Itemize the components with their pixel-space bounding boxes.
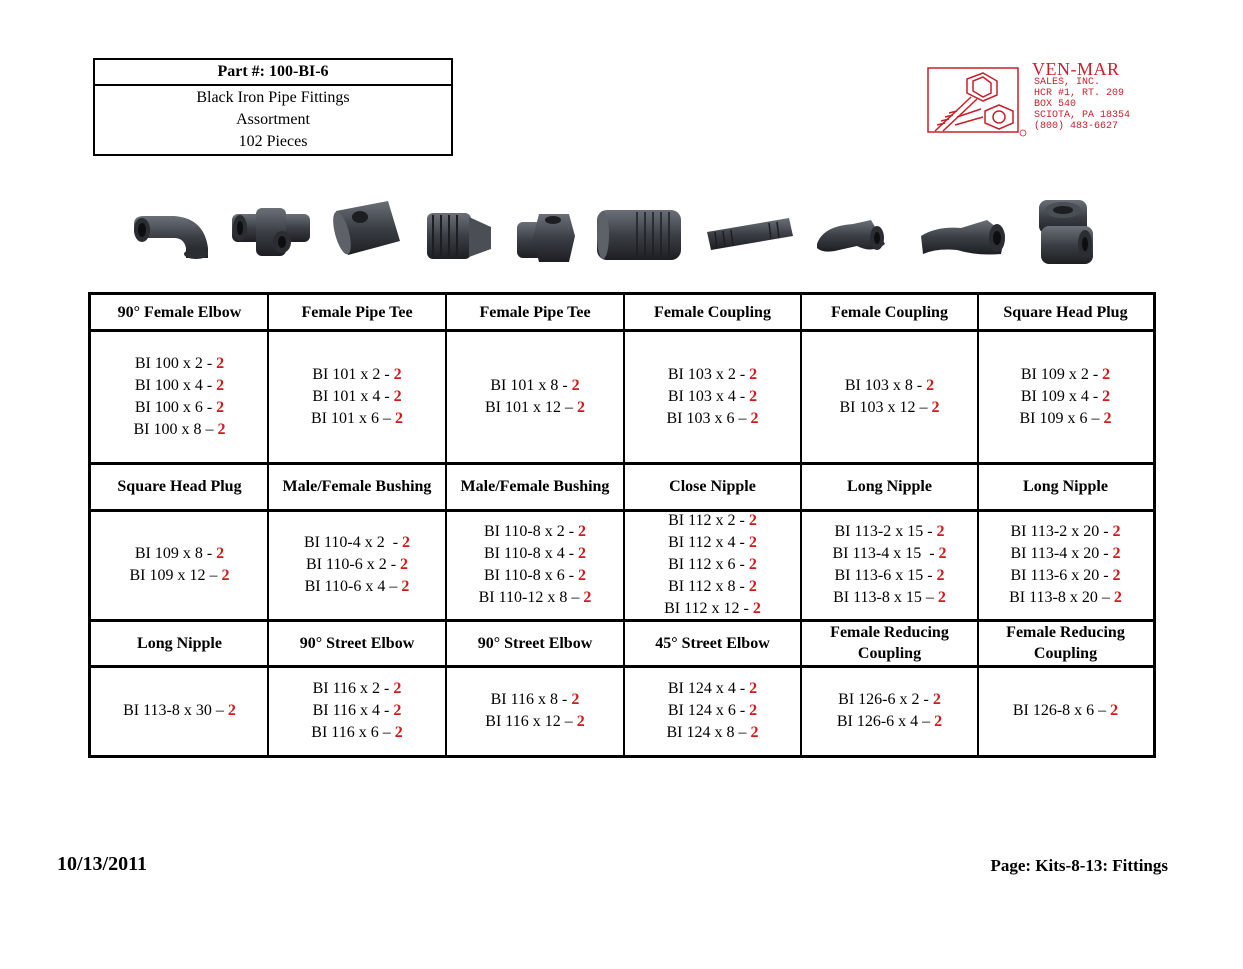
company-logo <box>927 59 1157 134</box>
item-line <box>485 711 584 733</box>
item-line <box>490 375 579 397</box>
item-quantity: 2 <box>217 420 226 438</box>
item-code: BI 116 x 4 - <box>312 701 394 719</box>
column-header: Female Reducing Coupling <box>830 624 949 662</box>
item-line <box>484 565 586 587</box>
item-line <box>840 397 940 419</box>
cell-items <box>446 330 624 463</box>
item-line <box>311 408 403 430</box>
logo-line-5: (800) 483-6627 <box>1034 121 1119 132</box>
item-quantity: 2 <box>227 701 236 719</box>
item-quantity: 2 <box>1112 567 1121 584</box>
item-code: BI 103 x 12 – <box>839 398 932 416</box>
row-divider <box>91 462 1153 465</box>
item-line <box>1010 565 1120 587</box>
footer-page: Page: Kits-8-13: Fittings <box>990 856 1168 875</box>
item-line <box>311 722 402 744</box>
item-quantity: 2 <box>221 567 230 584</box>
item-code: BI 109 x 6 – <box>1019 409 1104 427</box>
item-quantity: 2 <box>576 712 585 730</box>
part-description: Black Iron Pipe Fittings <box>196 89 350 106</box>
item-line <box>313 678 402 700</box>
cell-items <box>268 330 446 463</box>
item-code: BI 101 x 6 – <box>311 409 395 427</box>
item-quantity: 2 <box>583 589 592 606</box>
item-code: BI 124 x 8 – <box>666 723 751 741</box>
item-quantity: 2 <box>1102 387 1111 405</box>
bushing-photo <box>513 208 577 268</box>
item-code: BI 124 x 4 - <box>667 679 750 697</box>
logo-line-3: BOX 540 <box>1034 99 1077 110</box>
item-quantity: 2 <box>578 567 587 584</box>
cell-items <box>91 510 268 620</box>
item-quantity: 2 <box>402 534 411 551</box>
item-code: BI 109 x 4 - <box>1020 387 1103 405</box>
logo-line-1: SALES, INC. <box>1034 77 1101 88</box>
item-code: BI 116 x 2 - <box>312 679 394 697</box>
item-code: BI 101 x 8 - <box>490 376 572 394</box>
item-code: BI 116 x 12 – <box>485 712 577 730</box>
item-quantity: 2 <box>937 589 946 606</box>
item-line <box>313 700 402 722</box>
street-elbow-45-photo <box>917 214 1013 260</box>
item-code: BI 103 x 6 – <box>666 409 751 427</box>
column-header: Female Coupling <box>654 304 771 321</box>
item-quantity: 2 <box>1110 701 1119 719</box>
item-line <box>479 587 592 609</box>
cell-items <box>268 666 446 755</box>
cell-items <box>801 510 978 620</box>
item-quantity: 2 <box>749 679 758 697</box>
item-quantity: 2 <box>400 556 409 573</box>
item-quantity: 2 <box>1103 409 1112 427</box>
cell-items <box>978 330 1153 463</box>
tee-photo <box>230 204 312 259</box>
item-line <box>134 419 226 441</box>
item-line <box>491 689 580 711</box>
cell-items <box>978 510 1153 620</box>
item-quantity: 2 <box>578 545 587 562</box>
item-code: BI 112 x 6 - <box>668 556 749 573</box>
item-quantity: 2 <box>395 409 403 427</box>
column-header: Square Head Plug <box>117 478 242 495</box>
item-quantity: 2 <box>216 354 225 372</box>
item-line <box>668 700 757 722</box>
column-header: Long Nipple <box>1023 478 1108 495</box>
item-code: BI 112 x 12 - <box>664 600 753 617</box>
logo-line-2: HCR #1, RT. 209 <box>1034 88 1125 99</box>
item-quantity: 2 <box>936 567 945 584</box>
item-quantity: 2 <box>216 398 225 416</box>
reducing-coupling-photo <box>1033 198 1097 268</box>
item-code: BI 110-8 x 2 - <box>483 523 579 540</box>
item-code: BI 101 x 12 – <box>485 398 577 416</box>
item-code: BI 113-4 x 20 - <box>1010 545 1113 562</box>
item-quantity: 2 <box>393 365 402 383</box>
item-code: BI 100 x 2 - <box>134 354 217 372</box>
column-header: 90° Street Elbow <box>299 634 415 652</box>
item-code: BI 113-4 x 15 - <box>832 545 939 562</box>
item-line <box>306 554 408 576</box>
item-quantity: 2 <box>748 534 757 551</box>
item-line <box>312 386 401 408</box>
cell-items <box>624 666 801 755</box>
item-line <box>664 598 761 620</box>
item-line <box>135 353 224 375</box>
footer-date: 10/13/2011 <box>57 853 148 875</box>
item-line <box>1020 408 1112 430</box>
column-divider <box>800 295 802 755</box>
item-line <box>1009 587 1122 609</box>
item-quantity: 2 <box>752 600 761 617</box>
item-code: BI 112 x 8 - <box>668 578 749 595</box>
row-divider <box>91 509 1153 512</box>
item-code: BI 126-6 x 2 - <box>838 690 933 708</box>
cell-items <box>624 510 801 620</box>
item-line <box>833 587 946 609</box>
item-quantity: 2 <box>932 690 941 708</box>
item-line <box>304 532 410 554</box>
item-quantity: 2 <box>750 409 759 427</box>
item-line <box>484 521 586 543</box>
part-info-box <box>93 58 453 156</box>
street-elbow-photo <box>813 216 889 256</box>
elbow-photo <box>130 212 212 262</box>
column-header: Male/Female Bushing <box>282 478 432 495</box>
item-code: BI 101 x 2 - <box>312 365 394 383</box>
part-count: 102 Pieces <box>238 133 308 150</box>
item-code: BI 109 x 2 - <box>1020 365 1103 383</box>
item-line <box>668 364 757 386</box>
column-header: Female Pipe Tee <box>301 304 413 321</box>
column-header: Female Reducing Coupling <box>1006 624 1125 662</box>
item-quantity: 2 <box>926 376 935 394</box>
item-code: BI 103 x 8 - <box>844 376 927 394</box>
part-number: Part #: 100-BI-6 <box>95 60 451 86</box>
item-line <box>668 532 757 554</box>
item-code: BI 116 x 6 – <box>311 723 395 741</box>
item-code: BI 113-2 x 20 - <box>1010 523 1113 540</box>
item-code: BI 124 x 6 - <box>667 701 750 719</box>
item-quantity: 2 <box>216 376 225 394</box>
cell-items <box>91 666 268 755</box>
item-code: BI 103 x 2 - <box>667 365 750 383</box>
item-line <box>1021 386 1110 408</box>
item-code: BI 110-8 x 4 - <box>483 545 579 562</box>
item-code: BI 113-6 x 20 - <box>1010 567 1113 584</box>
item-line <box>668 576 757 598</box>
item-code: BI 113-8 x 20 – <box>1009 589 1114 606</box>
item-code: BI 113-8 x 30 – <box>123 701 228 719</box>
item-line <box>668 386 757 408</box>
item-line <box>845 375 934 397</box>
cell-items <box>91 330 268 463</box>
item-line <box>1013 700 1118 722</box>
cell-items <box>446 666 624 755</box>
item-line <box>312 364 401 386</box>
column-header: Square Head Plug <box>1003 304 1128 321</box>
item-code: BI 126-6 x 4 – <box>836 712 935 730</box>
item-line <box>135 375 224 397</box>
cell-items <box>801 330 978 463</box>
item-quantity: 2 <box>578 523 587 540</box>
logo-brand: VEN-MAR <box>1032 59 1120 79</box>
item-quantity: 2 <box>748 512 757 529</box>
logo-bolt-icon <box>927 67 1027 137</box>
item-line <box>667 722 759 744</box>
item-code: BI 110-4 x 2 - <box>303 534 403 551</box>
column-divider <box>267 295 269 755</box>
item-code: BI 100 x 6 - <box>134 398 217 416</box>
fittings-photo-strip <box>125 192 1120 274</box>
item-line <box>838 689 941 711</box>
plug-photo <box>423 207 495 265</box>
item-line <box>123 700 236 722</box>
item-line <box>485 397 585 419</box>
item-quantity: 2 <box>1102 365 1111 383</box>
fittings-table <box>88 292 1156 758</box>
column-header: Long Nipple <box>137 634 222 652</box>
item-line <box>135 397 224 419</box>
item-code: BI 109 x 8 - <box>134 545 217 562</box>
row-divider <box>91 665 1153 668</box>
close-nipple-photo <box>593 202 685 266</box>
item-line <box>834 565 944 587</box>
item-line <box>484 543 586 565</box>
item-line <box>837 711 942 733</box>
item-code: BI 103 x 4 - <box>667 387 750 405</box>
item-quantity: 2 <box>749 365 758 383</box>
cell-items <box>801 666 978 755</box>
part-type: Assortment <box>236 111 310 128</box>
item-code: BI 113-6 x 15 - <box>834 567 937 584</box>
column-header: 45° Street Elbow <box>655 634 770 652</box>
column-header: Male/Female Bushing <box>460 478 610 495</box>
item-quantity: 2 <box>571 376 580 394</box>
item-quantity: 2 <box>931 398 940 416</box>
item-code: BI 113-8 x 15 – <box>833 589 938 606</box>
item-quantity: 2 <box>394 723 403 741</box>
item-code: BI 109 x 12 – <box>129 567 222 584</box>
long-nipple-photo <box>703 214 797 254</box>
item-code: BI 110-12 x 8 – <box>478 589 584 606</box>
column-header: 90° Female Elbow <box>117 304 242 321</box>
item-line <box>305 576 410 598</box>
column-divider <box>623 295 625 755</box>
logo-line-4: SCIOTA, PA 18354 <box>1034 110 1131 121</box>
item-quantity: 2 <box>748 556 757 573</box>
column-header: Female Coupling <box>831 304 948 321</box>
item-code: BI 100 x 4 - <box>134 376 217 394</box>
item-code: BI 110-6 x 2 - <box>305 556 401 573</box>
item-line <box>668 678 757 700</box>
item-quantity: 2 <box>577 398 585 416</box>
coupling-photo <box>330 197 405 259</box>
item-line <box>667 408 759 430</box>
item-quantity: 2 <box>934 712 943 730</box>
item-quantity: 2 <box>1112 545 1121 562</box>
item-quantity: 2 <box>393 679 402 697</box>
item-line <box>1010 543 1120 565</box>
item-quantity: 2 <box>1112 523 1121 540</box>
cell-items <box>268 510 446 620</box>
item-quantity: 2 <box>571 690 580 708</box>
item-code: BI 101 x 4 - <box>312 387 394 405</box>
column-header: Close Nipple <box>669 478 756 495</box>
item-quantity: 2 <box>1113 589 1122 606</box>
item-code: BI 112 x 4 - <box>668 534 749 551</box>
column-header: Long Nipple <box>847 478 932 495</box>
item-line <box>135 543 224 565</box>
item-code: BI 110-8 x 6 - <box>483 567 579 584</box>
item-quantity: 2 <box>393 387 402 405</box>
column-header: 90° Street Elbow <box>477 634 593 652</box>
cell-items <box>978 666 1153 755</box>
item-code: BI 116 x 8 - <box>490 690 572 708</box>
item-quantity: 2 <box>401 578 410 595</box>
item-code: BI 113-2 x 15 - <box>834 523 937 540</box>
item-code: BI 100 x 8 – <box>133 420 218 438</box>
item-quantity: 2 <box>216 545 225 562</box>
cell-items <box>624 330 801 463</box>
column-header: Female Pipe Tee <box>479 304 591 321</box>
item-line <box>1021 364 1110 386</box>
item-line <box>832 543 946 565</box>
item-code: BI 110-6 x 4 – <box>304 578 402 595</box>
cell-items <box>446 510 624 620</box>
item-quantity: 2 <box>938 545 947 562</box>
item-line <box>834 521 944 543</box>
item-line <box>1010 521 1120 543</box>
row-divider <box>91 619 1153 622</box>
item-code: BI 126-8 x 6 – <box>1012 701 1111 719</box>
item-quantity: 2 <box>749 701 758 719</box>
item-quantity: 2 <box>749 387 758 405</box>
item-code: BI 112 x 2 - <box>668 512 749 529</box>
item-quantity: 2 <box>936 523 945 540</box>
column-divider <box>445 295 447 755</box>
column-divider <box>977 295 979 755</box>
item-line <box>130 565 230 587</box>
item-line <box>668 554 757 576</box>
row-divider <box>91 329 1153 332</box>
item-line <box>668 510 757 532</box>
item-quantity: 2 <box>393 701 402 719</box>
item-quantity: 2 <box>750 723 759 741</box>
item-quantity: 2 <box>748 578 757 595</box>
